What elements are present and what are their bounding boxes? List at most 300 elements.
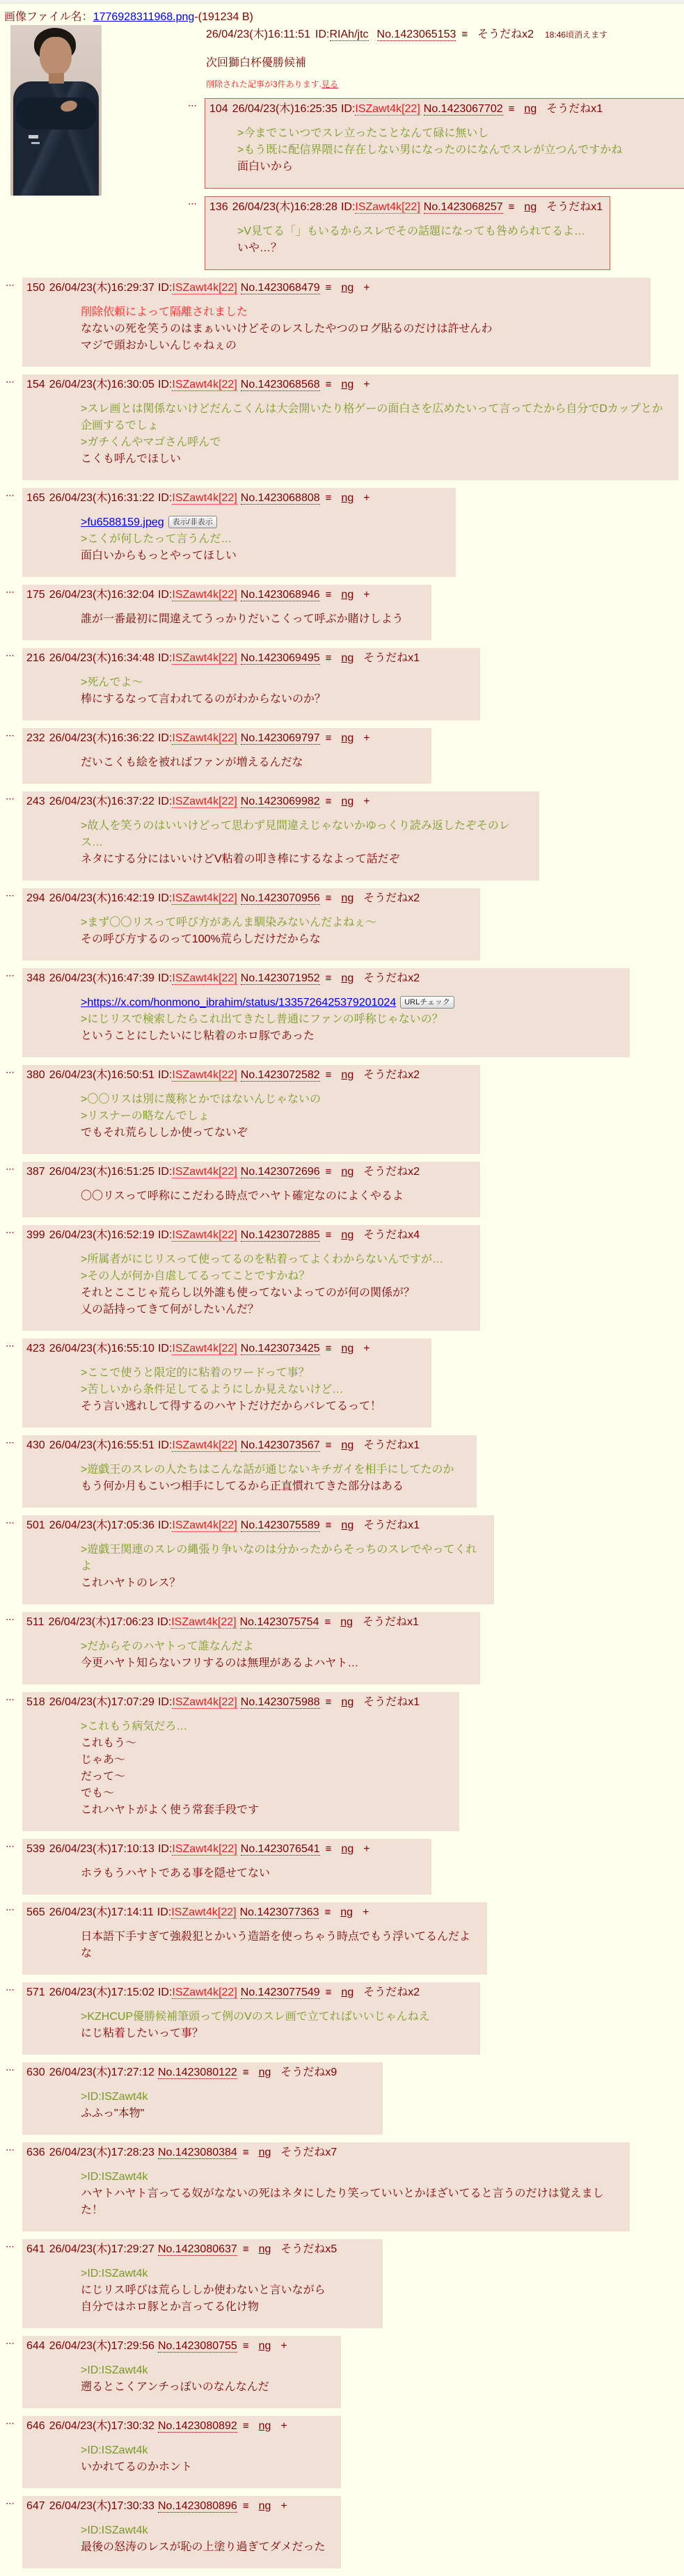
poster-id-label: ID: [157,892,173,904]
ng-link[interactable]: ng [341,589,354,601]
show-deleted-link[interactable]: 見る [321,79,339,89]
post-box [22,1982,480,2055]
menu-icon[interactable]: ≡ [325,1439,332,1451]
post-number: 636 [26,2147,45,2158]
poster-id[interactable] [157,1616,237,1628]
post-date: 26/04/23(木)16:29:37 [49,282,154,294]
post-number: 630 [26,2067,45,2078]
sodane-count[interactable]: そうだねx2 [363,972,420,984]
file-link[interactable]: >fu6588159.jpeg [81,516,164,528]
ng-link[interactable]: ng [341,796,354,807]
menu-icon[interactable]: ≡ [461,29,468,40]
post-body [81,2522,328,2556]
post [6,2142,684,2231]
post-no-link[interactable]: No.1423068257 [423,201,503,213]
delete-checkbox[interactable]: ⋯ [6,1227,15,1238]
poster-id[interactable] [158,892,237,904]
post-text: これハヤトのレス？ [81,1577,181,1589]
post-number: 539 [26,1843,45,1855]
menu-icon[interactable]: ≡ [325,379,332,390]
poster-id-label: ID: [157,1843,173,1855]
ng-link[interactable]: ng [340,1906,353,1918]
poster-id[interactable] [158,652,237,664]
menu-icon[interactable]: ≡ [325,1166,332,1178]
poster-id-label: ID: [157,732,173,744]
delete-checkbox[interactable]: ⋯ [188,100,197,111]
ng-link[interactable]: ng [341,1343,354,1354]
post-number: 646 [26,2420,45,2432]
post-body [81,1929,475,1962]
poster-id[interactable] [158,379,237,390]
ng-link[interactable]: ng [341,732,354,744]
sodane-plus-button[interactable]: + [363,1906,369,1918]
menu-icon[interactable]: ≡ [325,1229,332,1241]
post-no-link[interactable]: No.1423076541 [240,1843,320,1855]
menu-icon[interactable]: ≡ [325,972,332,984]
post-text: もう何か月もこいつ相手にしてるから正直慣れてきた部分はある [81,1480,404,1492]
post-date: 26/04/23(木)16:30:05 [49,379,154,390]
post-no-link[interactable]: No.1423077363 [239,1906,319,1918]
file-label: 画像ファイル名： [4,11,93,23]
quote-text: >苦しいから条件足してるようにしか見えないけど… [81,1384,344,1396]
post-text: ということにしたいにじ粘着のホロ豚であった [81,1030,315,1042]
poster-id-value: ISZawt4k[22] [172,892,237,904]
post-no-link[interactable]: No.1423075988 [240,1696,320,1708]
sodane-count[interactable]: そうだねx9 [280,2067,337,2078]
menu-icon[interactable]: ≡ [325,1696,332,1708]
poster-id-label: ID: [157,282,173,294]
post-header [26,1519,487,1533]
sodane-plus-button[interactable]: + [363,589,370,601]
poster-id-value: ISZawt4k[22] [172,1519,237,1531]
post-number: 423 [26,1343,45,1354]
post-date: 26/04/23(木)17:14:11 [49,1906,154,1918]
delete-checkbox[interactable]: ⋯ [6,730,15,741]
delete-checkbox[interactable]: ⋯ [6,650,15,661]
poster-id[interactable] [158,1439,237,1451]
poster-id[interactable] [158,1519,237,1531]
post-header [26,732,424,745]
post-no-link[interactable]: No.1423068808 [240,492,320,504]
ng-link[interactable]: ng [341,379,354,390]
poster-id[interactable] [158,589,237,601]
post-body [81,2442,328,2476]
post-date: 26/04/23(木)17:29:56 [49,2340,154,2352]
delete-checkbox[interactable]: ⋯ [6,890,15,901]
poster-id-value: ISZawt4k[22] [172,796,237,807]
ng-link[interactable]: ng [258,2243,271,2255]
delete-checkbox[interactable]: ⋯ [6,1841,15,1851]
poster-id[interactable] [158,972,237,984]
post-body [81,1542,482,1592]
post-no-link[interactable]: No.1423071952 [240,972,320,984]
menu-icon[interactable]: ≡ [325,1343,332,1354]
post [6,1692,684,1831]
post-body [81,1251,468,1318]
post-header [26,1342,424,1356]
post [6,1162,684,1217]
sodane-count[interactable]: そうだねx1 [363,1519,420,1531]
sodane-plus-button[interactable]: + [280,2420,287,2432]
menu-icon[interactable]: ≡ [242,2067,249,2078]
poster-id[interactable] [158,1843,237,1855]
post-date: 26/04/23(木)16:51:25 [49,1166,154,1178]
post-text: 乂の話持ってきて何がしたいんだ？ [81,1304,260,1315]
poster-id[interactable] [158,492,237,504]
photo-arms [16,97,96,129]
post-body [81,401,666,468]
post-text: だいこくも絵を被ればファンが増えるんだな [81,757,303,768]
post-no-link[interactable]: No.1423075754 [239,1616,319,1628]
external-url-link[interactable]: >https://x.com/honmono_ibrahim/status/1335726425379201024 [81,997,397,1009]
post-date: 26/04/23(木)17:30:33 [49,2500,154,2512]
post-body [81,1091,468,1141]
menu-icon[interactable]: ≡ [325,892,332,904]
delete-checkbox[interactable]: ⋯ [6,1614,15,1625]
sodane-plus-button[interactable]: + [363,492,370,504]
poster-id[interactable] [158,1986,237,1998]
post [6,585,684,640]
quote-text: >こくが何したって言うんだ… [81,533,232,545]
poster-id-value: ISZawt4k[22] [172,972,237,984]
menu-icon[interactable]: ≡ [325,492,332,504]
poster-id[interactable] [158,1069,237,1081]
poster-id-label: ID: [157,972,173,984]
post-no-link[interactable]: No.1423075589 [240,1519,320,1531]
post-text: だって～ [81,1771,126,1783]
ng-link[interactable]: ng [341,1229,354,1241]
post-body [81,674,468,708]
photo-logo [29,135,38,139]
poster-id[interactable] [158,732,237,744]
sodane-count[interactable]: そうだねx2 [363,892,420,904]
delete-checkbox[interactable]: ⋯ [6,2418,15,2428]
delete-checkbox[interactable]: ⋯ [6,970,15,981]
post-header [26,651,473,665]
post-text: 面白いからもっとやってほしい [81,550,237,562]
post-no-link[interactable]: No.1423073567 [240,1439,320,1451]
post-text: ふふっ"本物" [81,2108,145,2119]
poster-id-label: ID: [157,379,173,390]
post-body [81,1718,447,1819]
ng-link[interactable]: ng [340,1616,353,1628]
post-body [81,514,443,564]
sodane-count[interactable]: そうだねx5 [280,2243,337,2255]
post-no-link[interactable]: No.1423067702 [423,103,503,115]
delete-checkbox[interactable]: ⋯ [6,1067,15,1077]
url-check-button[interactable]: URLチェック [400,996,454,1009]
ng-link[interactable]: ng [258,2340,271,2352]
post-body [81,611,419,628]
menu-icon[interactable]: ≡ [325,796,332,807]
post-text: 自分ではホロ豚とか言ってる化け物 [81,2301,260,2313]
poster-id-value: ISZawt4k[22] [172,732,237,744]
ng-link[interactable]: ng [258,2067,271,2078]
delete-checkbox[interactable]: ⋯ [6,2241,15,2252]
post-text: ハヤトハヤト言ってる奴がなないの死はネタにしたり笑っていいとかほざいてると言うのだけは覚えました！ [81,2188,604,2216]
poster-id[interactable] [158,1166,237,1178]
photo-neck [49,73,64,84]
quote-text: >ID:ISZawt4k [81,2091,148,2103]
menu-icon[interactable]: ≡ [508,103,515,115]
post-header [209,102,684,116]
sodane-plus-button[interactable]: + [363,379,370,390]
ng-link[interactable]: ng [258,2420,271,2432]
menu-icon[interactable]: ≡ [325,282,332,294]
poster-id[interactable] [157,1906,237,1918]
op-date: 26/04/23(木)16:11:51 [206,29,311,40]
menu-icon[interactable]: ≡ [325,652,332,664]
post-no-link[interactable]: No.1423072582 [240,1069,320,1081]
menu-icon[interactable]: ≡ [242,2147,249,2158]
sodane-plus-button[interactable]: + [280,2340,287,2352]
sodane-plus-button[interactable]: + [363,1343,370,1354]
post-no-link[interactable]: No.1423072696 [240,1166,320,1178]
menu-icon[interactable]: ≡ [325,732,332,744]
menu-icon[interactable]: ≡ [325,1069,332,1081]
poster-id-value: ISZawt4k[22] [172,652,237,664]
post-box [22,728,431,784]
post-header [26,2499,334,2513]
menu-icon[interactable]: ≡ [242,2340,249,2352]
ng-link[interactable]: ng [341,1166,354,1178]
post-text: こくも呼んでほしい [81,453,182,465]
post-box [22,1225,480,1331]
poster-id[interactable] [158,282,237,294]
poster-id-value: ISZawt4k[22] [172,1069,237,1081]
quote-text: >死んでよ～ [81,677,143,688]
sodane-count[interactable]: そうだねx7 [280,2147,337,2158]
op-no-link[interactable]: No.1423065153 [376,29,456,40]
post-number: 175 [26,589,45,601]
sodane-plus-button[interactable]: + [363,796,370,807]
post [6,1338,684,1428]
delete-checkbox[interactable]: ⋯ [6,280,15,290]
post-body [81,1365,419,1415]
post-no-link[interactable]: No.1423080384 [157,2147,237,2158]
menu-icon[interactable]: ≡ [242,2420,249,2432]
post-no-link[interactable]: No.1423068946 [240,589,320,601]
post-number: 571 [26,1986,45,1998]
sodane-count[interactable]: そうだねx2 [363,1986,420,1998]
delete-checkbox[interactable]: ⋯ [6,587,15,597]
ng-link[interactable]: ng [341,282,354,294]
delete-checkbox[interactable]: ⋯ [6,1164,15,1174]
delete-checkbox[interactable]: ⋯ [6,1984,15,1995]
menu-icon[interactable]: ≡ [242,2500,249,2512]
post-body [81,754,419,771]
post-no-link[interactable]: No.1423077549 [240,1986,320,1998]
op-id[interactable]: ID:RIAh/jtc [315,29,369,40]
sodane-plus-button[interactable]: + [280,2500,287,2512]
menu-icon[interactable]: ≡ [242,2243,249,2255]
ng-link[interactable]: ng [258,2147,271,2158]
post-no-link[interactable]: No.1423068479 [240,282,320,294]
post [6,1982,684,2055]
post-body [81,1865,419,1882]
sodane-count[interactable]: そうだねx1 [363,1696,420,1708]
post-no-link[interactable]: No.1423068568 [240,379,320,390]
sodane-count[interactable]: そうだねx4 [363,1229,420,1241]
ng-link[interactable]: ng [341,492,354,504]
menu-icon[interactable]: ≡ [325,589,332,601]
post-text: 誰が一番最初に間違えてうっかりだいこくって呼ぶか賭けしよう [81,613,404,625]
sodane-count[interactable]: そうだねx2 [363,1069,420,1081]
poster-id-value: ISZawt4k[22] [172,1229,237,1241]
post-no-link[interactable]: No.1423070956 [240,892,320,904]
menu-icon[interactable]: ≡ [324,1616,331,1628]
quote-text: >まず〇〇リスって呼び方があんま馴染みないんだよねぇ～ [81,917,377,929]
sodane-plus-button[interactable]: + [363,732,370,744]
post-date: 26/04/23(木)17:15:02 [49,1986,154,1998]
ng-link[interactable]: ng [524,103,537,115]
post [6,488,684,577]
post-box [22,1902,487,1975]
poster-id[interactable] [158,1229,237,1241]
post-header [26,1439,470,1453]
post-number: 647 [26,2500,45,2512]
ng-link[interactable]: ng [341,1069,354,1081]
post-box [22,488,456,577]
menu-icon[interactable]: ≡ [508,201,515,213]
sodane-count[interactable]: そうだねx1 [363,1616,419,1628]
reply-list [0,278,684,2568]
post-no-link[interactable]: No.1423069797 [240,732,320,744]
sodane-plus-button[interactable]: + [363,1843,370,1855]
post [6,2336,684,2408]
quote-text: >ID:ISZawt4k [81,2524,148,2536]
delete-checkbox[interactable]: ⋯ [6,490,15,500]
poster-id[interactable] [341,201,420,213]
post-box [22,2496,341,2568]
ng-link[interactable]: ng [524,201,537,213]
sodane-count[interactable]: そうだねx1 [363,652,420,664]
ng-link[interactable]: ng [341,1843,354,1855]
expire-notice: 18:46頃消えます [545,30,608,40]
thread-image[interactable] [10,25,102,196]
poster-id[interactable] [158,1696,237,1708]
delete-checkbox[interactable]: ⋯ [6,377,15,387]
menu-icon[interactable]: ≡ [325,1519,332,1531]
post-no-link[interactable]: No.1423080892 [157,2420,237,2432]
menu-icon[interactable]: ≡ [324,1906,331,1918]
ng-link[interactable]: ng [341,1439,354,1451]
delete-checkbox[interactable]: ⋯ [6,1904,15,1915]
post-box [22,2062,383,2135]
delete-checkbox[interactable]: ⋯ [6,1437,15,1448]
post-body [81,2089,370,2122]
post-header [26,972,623,986]
post-date: 26/04/23(木)16:32:04 [49,589,154,601]
ng-link[interactable]: ng [341,1986,354,1998]
post-no-link[interactable]: No.1423080637 [157,2243,237,2255]
post-no-link[interactable]: No.1423073425 [240,1343,320,1354]
post-number: 104 [209,103,228,115]
sodane-count[interactable]: そうだねx2 [477,29,534,40]
menu-icon[interactable]: ≡ [325,1986,332,1998]
delete-checkbox[interactable]: ⋯ [6,1694,15,1705]
post-no-link[interactable]: No.1423069982 [240,796,320,807]
post-text: これハヤトがよく使う常套手段です [81,1804,260,1816]
ng-link[interactable]: ng [341,972,354,984]
poster-id-value: ISZawt4k[22] [171,1906,237,1918]
post-date: 26/04/23(木)16:25:35 [232,103,337,115]
poster-id-label: ID: [157,796,173,807]
delete-checkbox[interactable]: ⋯ [6,2338,15,2348]
file-name-link[interactable]: 1776928311968.png [93,11,195,23]
post-body [81,1462,464,1495]
post-number: 565 [26,1906,45,1918]
post-number: 501 [26,1519,45,1531]
post [6,2062,684,2135]
poster-id-value: ISZawt4k[22] [172,1166,237,1178]
post-text: それとここじゃ荒らし以外誰も使ってないよってのが何の関係が？ [81,1287,415,1299]
post-date: 26/04/23(木)17:29:27 [49,2243,154,2255]
post-box [22,2336,341,2408]
delete-checkbox[interactable]: ⋯ [188,198,197,209]
ng-link[interactable]: ng [341,652,354,664]
poster-id[interactable] [158,796,237,807]
post-no-link[interactable]: No.1423080122 [157,2067,237,2078]
poster-id-value: ISZawt4k[22] [355,103,420,115]
delete-checkbox[interactable]: ⋯ [6,1341,15,1351]
post-number: 154 [26,379,45,390]
menu-icon[interactable]: ≡ [325,1843,332,1855]
sodane-count[interactable]: そうだねx1 [546,201,603,213]
post-box [22,2416,341,2488]
delete-checkbox[interactable]: ⋯ [6,2144,15,2155]
ng-link[interactable]: ng [341,1519,354,1531]
sodane-count[interactable]: そうだねx1 [363,1439,420,1451]
post-text: いかれてるのかホント [81,2461,193,2473]
quote-text: >遊戯王関連のスレの縄張り争いなのは分かったからそっちのスレでやってくれよ [81,1544,477,1572]
post-body [81,1188,468,1205]
delete-checkbox[interactable]: ⋯ [6,2064,15,2075]
poster-id[interactable] [158,1343,237,1354]
poster-id-value: ISZawt4k[22] [355,201,420,213]
ng-link[interactable]: ng [258,2500,271,2512]
quote-text: >ID:ISZawt4k [81,2171,148,2183]
poster-id-label: ID: [340,201,356,213]
ng-link[interactable]: ng [341,1696,354,1708]
poster-id-label: ID: [157,1439,173,1451]
post [6,888,684,961]
sodane-count[interactable]: そうだねx2 [363,1166,420,1178]
post-date: 26/04/23(木)16:50:51 [49,1069,154,1081]
post-number: 243 [26,796,45,807]
post-number: 294 [26,892,45,904]
ng-link[interactable]: ng [341,892,354,904]
delete-checkbox[interactable]: ⋯ [6,2498,15,2508]
post-no-link[interactable]: No.1423080896 [157,2500,237,2512]
delete-checkbox[interactable]: ⋯ [6,1517,15,1528]
quote-text: >ここで使うと限定的に粘着のワードって事？ [81,1367,310,1379]
post-no-link[interactable]: No.1423080755 [157,2340,237,2352]
sodane-plus-button[interactable]: + [363,282,370,294]
quote-text: >ガチくんやマゴさん呼んで [81,436,221,448]
sodane-count[interactable]: そうだねx1 [546,103,603,115]
poster-id-label: ID: [157,492,173,504]
delete-checkbox[interactable]: ⋯ [6,793,15,804]
post-no-link[interactable]: No.1423069495 [240,652,320,664]
toggle-image-button[interactable]: 表示/非表示 [168,516,217,528]
post [6,278,684,367]
post-date: 26/04/23(木)16:37:22 [49,796,154,807]
post-box [22,2142,630,2231]
poster-id[interactable] [341,103,420,115]
post-no-link[interactable]: No.1423072885 [240,1229,320,1241]
post-header [26,281,644,295]
